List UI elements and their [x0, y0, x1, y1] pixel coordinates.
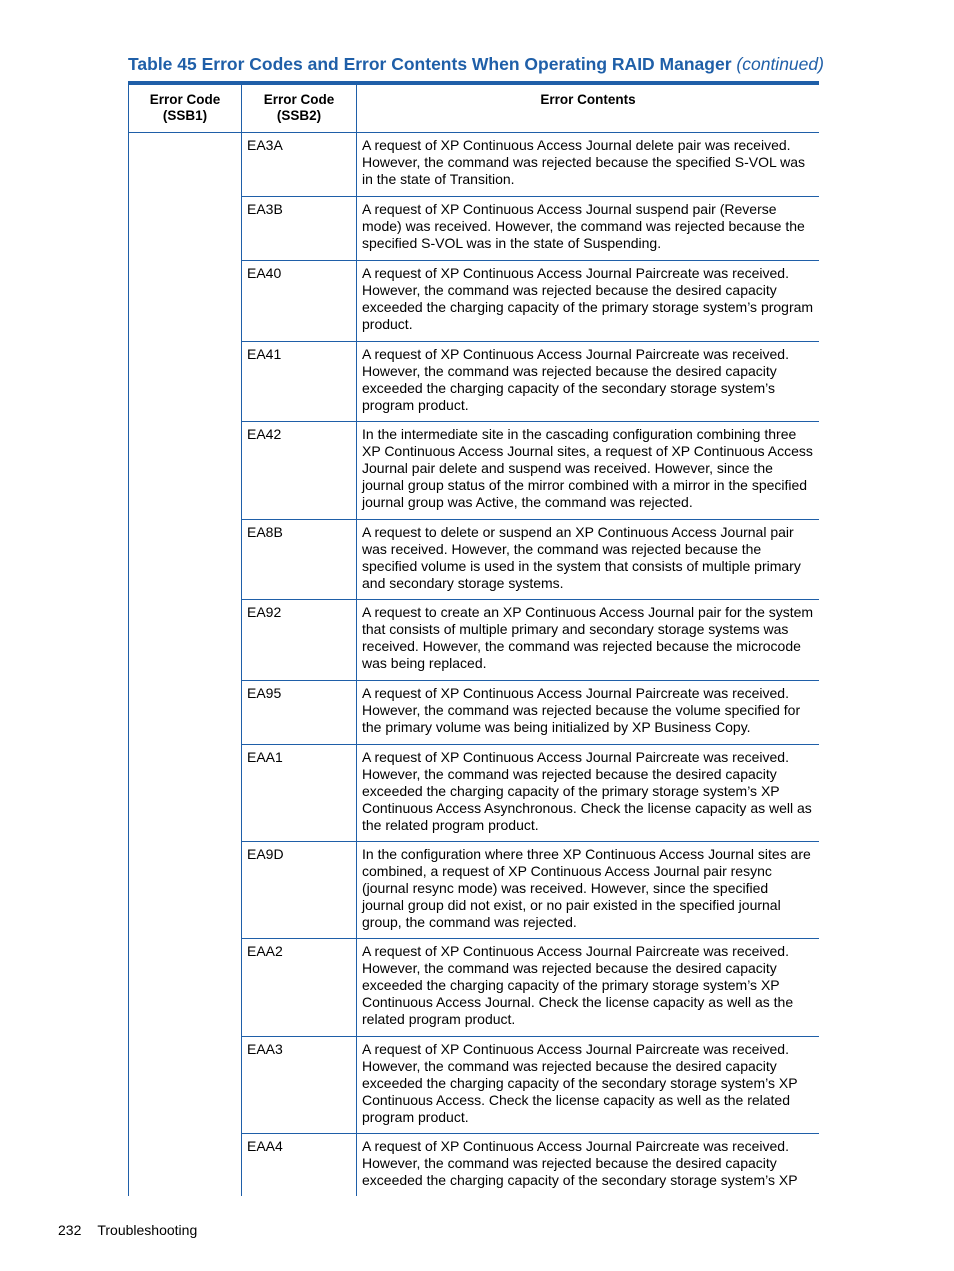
- table-row: [129, 842, 820, 939]
- error-contents-cell: A request of XP Continuous Access Journal Paircreate was received. However, the command was rejected because the desired capacity exceeded the charging capacity of the primary storage system’s program product.: [357, 261, 820, 342]
- error-codes-table: [128, 84, 819, 1196]
- table-title-continued: (continued): [736, 54, 824, 74]
- table-row: [129, 1037, 820, 1134]
- ssb1-cell: [129, 261, 242, 342]
- error-contents-cell: A request to delete or suspend an XP Continuous Access Journal pair was received. However, the command was rejected because the specified volume is used in the system that consists of multiple primary and secondary storage systems.: [357, 520, 820, 600]
- error-contents-cell: A request of XP Continuous Access Journal Paircreate was received. However, the command was rejected because the desired capacity exceeded the charging capacity of the secondary storage system’s program product.: [357, 342, 820, 422]
- ssb2-code-cell: EA42: [242, 422, 357, 520]
- error-contents-cell: A request of XP Continuous Access Journal Paircreate was received. However, the command was rejected because the desired capacity exceeded the charging capacity of the primary storage system’s XP Continuous Access Asynchronous. Check the license capacity as well as the related program product.: [357, 745, 820, 842]
- ssb1-cell: [129, 520, 242, 600]
- header-contents: Error Contents: [357, 85, 820, 133]
- table-row: [129, 342, 820, 422]
- ssb2-code-cell: EA3B: [242, 197, 357, 261]
- ssb2-code-cell: EA95: [242, 681, 357, 745]
- table-row: [129, 939, 820, 1037]
- ssb1-cell: [129, 842, 242, 939]
- page-footer: [58, 1222, 197, 1238]
- ssb2-code-cell: EAA3: [242, 1037, 357, 1134]
- ssb1-cell: [129, 939, 242, 1037]
- table-title: [128, 54, 828, 75]
- table-row: [129, 520, 820, 600]
- error-contents-cell: A request of XP Continuous Access Journal suspend pair (Reverse mode) was received. However, the command was rejected because the specified S-VOL was in the state of Suspending.: [357, 197, 820, 261]
- error-contents-cell: In the intermediate site in the cascading configuration combining three XP Continuous Access Journal sites, a request of XP Continuous Access Journal pair delete and suspend was received. However, since the journal group status of the mirror combined with a mirror in the specified journal group was Active, the command was rejected.: [357, 422, 820, 520]
- ssb2-code-cell: EA40: [242, 261, 357, 342]
- header-ssb1: Error Code (SSB1): [129, 85, 242, 133]
- ssb2-code-cell: EA9D: [242, 842, 357, 939]
- table-row: [129, 1134, 820, 1197]
- ssb2-code-cell: EA92: [242, 600, 357, 681]
- ssb2-code-cell: EAA4: [242, 1134, 357, 1197]
- ssb2-code-cell: EAA2: [242, 939, 357, 1037]
- error-contents-cell: A request of XP Continuous Access Journal Paircreate was received. However, the command was rejected because the desired capacity exceeded the charging capacity of the secondary storage system’s XP: [357, 1134, 820, 1197]
- ssb2-code-cell: EAA1: [242, 745, 357, 842]
- error-contents-cell: A request of XP Continuous Access Journal Paircreate was received. However, the command was rejected because the desired capacity exceeded the charging capacity of the primary storage system’s XP Continuous Access Journal. Check the license capacity as well as the related program product.: [357, 939, 820, 1037]
- ssb2-code-cell: EA8B: [242, 520, 357, 600]
- table-row: [129, 133, 820, 197]
- ssb2-code-cell: EA3A: [242, 133, 357, 197]
- table-title-main: Table 45 Error Codes and Error Contents When Operating RAID Manager: [128, 54, 732, 74]
- ssb1-cell: [129, 681, 242, 745]
- error-contents-cell: A request of XP Continuous Access Journal Paircreate was received. However, the command was rejected because the volume specified for the primary volume was being initialized by XP Business Copy.: [357, 681, 820, 745]
- ssb1-cell: [129, 342, 242, 422]
- footer-section: Troubleshooting: [97, 1222, 198, 1238]
- ssb2-code-cell: EA41: [242, 342, 357, 422]
- table-row: [129, 422, 820, 520]
- ssb1-cell: [129, 1037, 242, 1134]
- table-header-row: [129, 85, 820, 133]
- table-row: [129, 600, 820, 681]
- table-body: [129, 133, 820, 1197]
- page-number: 232: [58, 1222, 82, 1238]
- ssb1-cell: [129, 1134, 242, 1197]
- error-contents-cell: In the configuration where three XP Continuous Access Journal sites are combined, a request of XP Continuous Access Journal pair resync (journal resync mode) was received. However, since the specified journal group did not exist, or no pair existed in the specified journal group, the command was rejected.: [357, 842, 820, 939]
- ssb1-cell: [129, 600, 242, 681]
- error-contents-cell: A request to create an XP Continuous Access Journal pair for the system that consists of multiple primary and secondary storage systems was received. However, the command was rejected because the microcode was being replaced.: [357, 600, 820, 681]
- ssb1-cell: [129, 745, 242, 842]
- ssb1-cell: [129, 133, 242, 197]
- error-table-container: [128, 81, 819, 1196]
- error-contents-cell: A request of XP Continuous Access Journal Paircreate was received. However, the command was rejected because the desired capacity exceeded the charging capacity of the secondary storage system’s XP Continuous Access. Check the license capacity as well as the related program product.: [357, 1037, 820, 1134]
- table-row: [129, 745, 820, 842]
- error-contents-cell: A request of XP Continuous Access Journal delete pair was received. However, the command was rejected because the specified S-VOL was in the state of Transition.: [357, 133, 820, 197]
- table-row: [129, 197, 820, 261]
- table-row: [129, 261, 820, 342]
- header-ssb2: Error Code (SSB2): [242, 85, 357, 133]
- table-row: [129, 681, 820, 745]
- ssb1-cell: [129, 422, 242, 520]
- ssb1-cell: [129, 197, 242, 261]
